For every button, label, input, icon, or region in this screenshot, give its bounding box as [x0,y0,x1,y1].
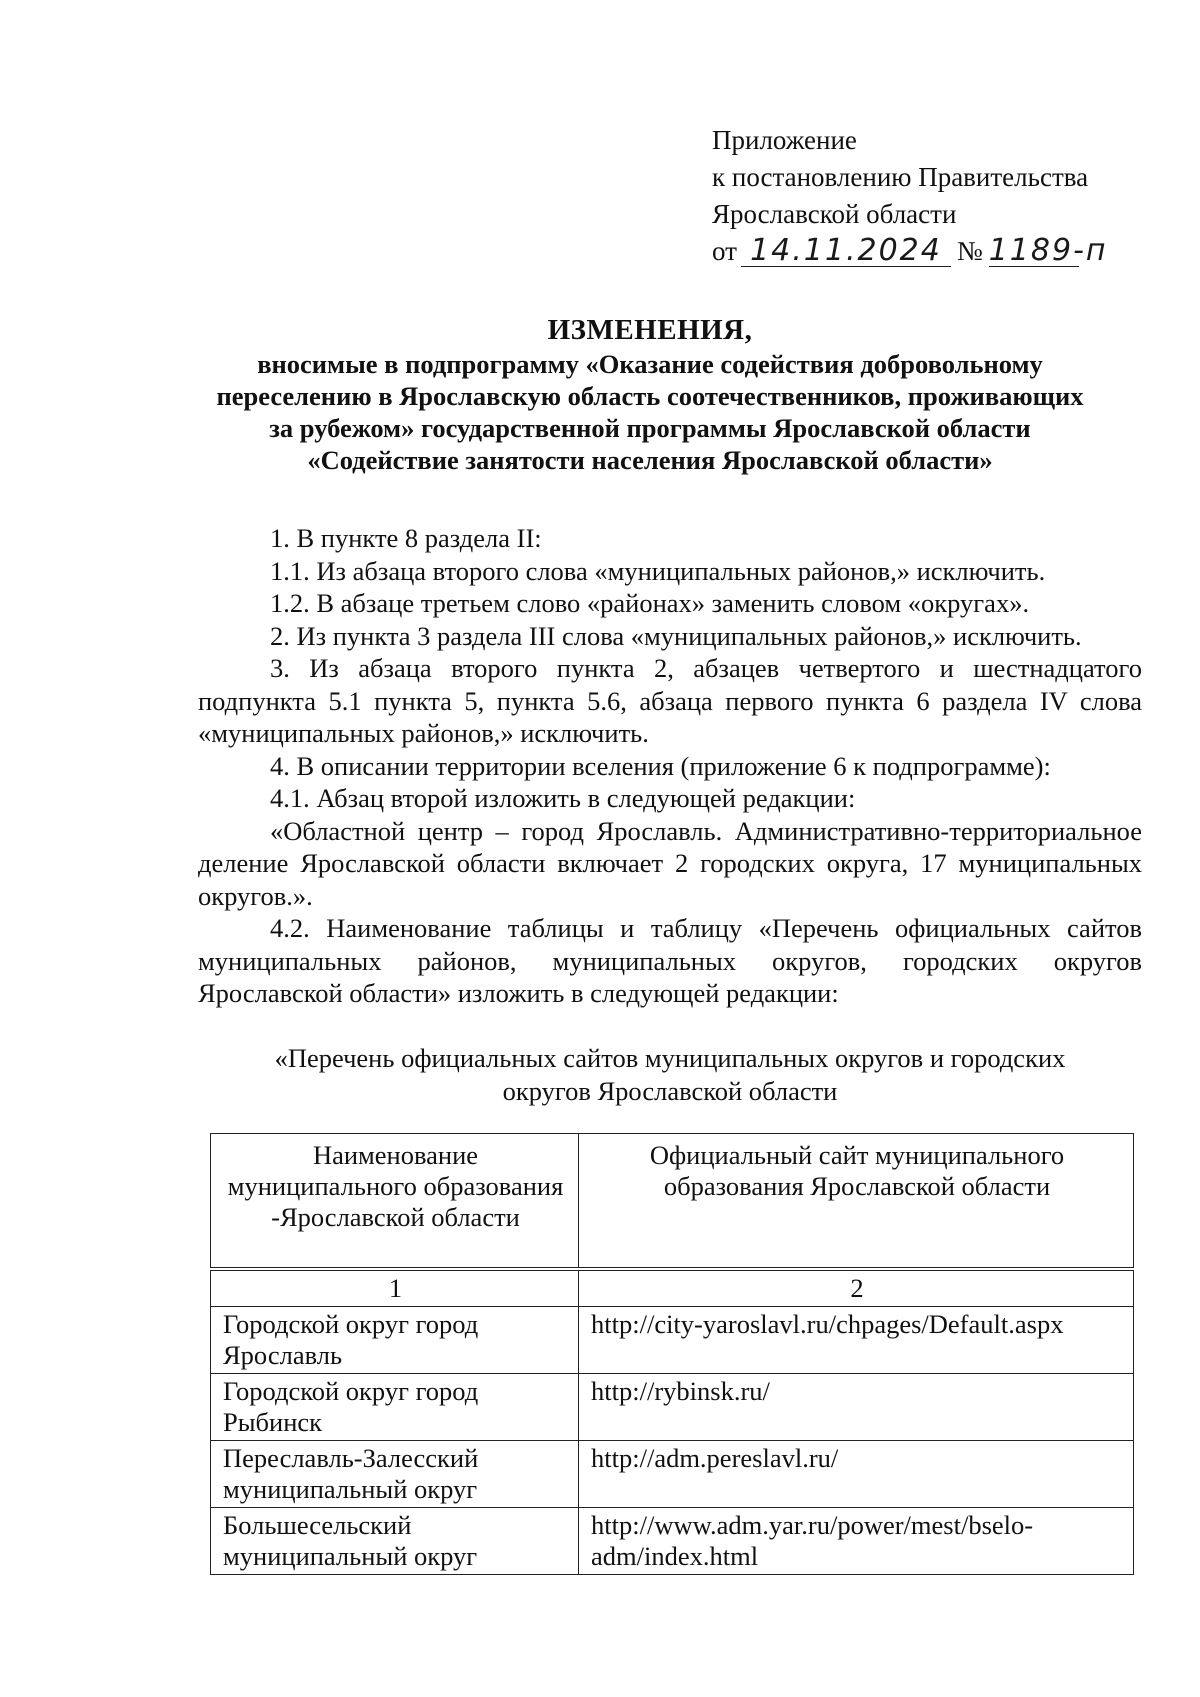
column-number-1: 1 [211,1269,579,1307]
appendix-line-3: Ярославской области [712,199,957,229]
table-title-line-2: округов Ярославской области [502,1076,838,1106]
paragraph-4-1: 4.1. Абзац второй изложить в следующей редакции: [270,783,856,813]
table-row [211,1441,1134,1508]
body-text [198,522,1142,1010]
table-row [211,1307,1134,1374]
municipality-name: Городской округ город Ярославль [211,1307,579,1374]
title-main: ИЗМЕНЕНИЯ, [547,314,753,346]
title-sub-2: переселению в Ярославскую область соотечественников, проживающих [216,381,1084,411]
appendix-date-line [712,233,1108,270]
paragraph-3: 3. Из абзаца второго пункта 2, абзацев четвертого и шестнадцатого подпункта 5.1 пункта 5, пункта 5.6, абзаца первого пункта 6 раздела IV слова «муниципальных районов,» исключить. [198,653,1142,748]
table-number-row [211,1269,1134,1307]
website-url: http://rybinsk.ru/ [579,1374,1134,1441]
paragraph-quote: «Областной центр – город Ярославль. Административно-территориальное деление Ярославской области включает 2 городских округа, 17 муниципальных округов.». [198,815,1142,911]
title-sub-3: за рубежом» государственной программы Ярославской области [269,413,1031,443]
paragraph-1-1: 1.1. Из абзаца второго слова «муниципальных районов,» исключить. [270,555,1046,586]
municipality-name: Переславль-Залесский муниципальный округ [211,1441,579,1508]
website-url: http://adm.pereslavl.ru/ [579,1441,1134,1508]
website-url: http://city-yaroslavl.ru/chpages/Default.aspx [579,1307,1134,1374]
table-title [198,1042,1142,1108]
paragraph-1: 1. В пункте 8 раздела II: [270,523,542,553]
website-url: http://www.adm.yar.ru/power/mest/bselo-adm/index.html [579,1508,1134,1575]
table-row [211,1508,1134,1575]
header-website: Официальный сайт муниципального образования Ярославской области [579,1134,1134,1270]
document-title [170,312,1130,476]
municipality-name: Городской округ город Рыбинск [211,1374,579,1441]
municipality-name: Большесельский муниципальный округ [211,1508,579,1575]
paragraph-2: 2. Из пункта 3 раздела III слова «муниципальных районов,» исключить. [270,620,1082,651]
sites-table [210,1133,1134,1575]
table-title-line-1: «Перечень официальных сайтов муниципальных округов и городских [274,1043,1066,1073]
header-municipality: Наименование муниципального образования -Ярославской области [211,1134,579,1270]
paragraph-1-2: 1.2. В абзаце третьем слово «районах» заменить словом «округах». [270,588,1030,618]
title-sub-4: «Содействие занятости населения Ярославской области» [307,445,993,475]
handwritten-number: 1189-п [988,233,1108,268]
table-row [211,1374,1134,1441]
appendix-block [712,122,1108,270]
date-prefix: от [712,236,737,266]
number-prefix: № [956,236,983,266]
paragraph-4: 4. В описании территории вселения (приложение 6 к подпрограмме): [270,750,1051,781]
table-header-row [211,1134,1134,1270]
column-number-2: 2 [579,1269,1134,1307]
paragraph-4-2: 4.2. Наименование таблицы и таблицу «Перечень официальных сайтов муниципальных районов, муниципальных округов, городских округов Ярославской области» изложить в следующей редакции: [198,913,1142,1008]
title-sub-1: вносимые в подпрограмму «Оказание содействия добровольному [257,349,1043,379]
appendix-line-1: Приложение [712,125,857,155]
handwritten-date: 14.11.2024 [741,236,951,267]
appendix-line-2: к постановлению Правительства [712,162,1089,192]
